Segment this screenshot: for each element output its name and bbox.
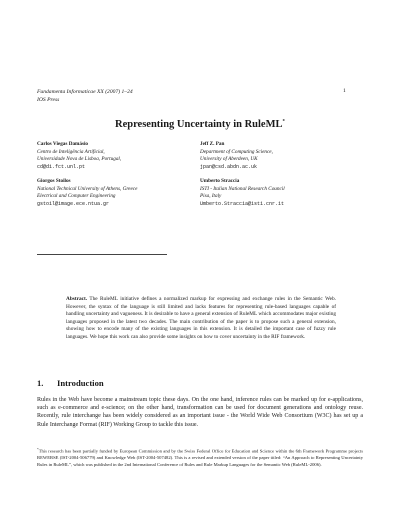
author-block (200, 178, 285, 208)
author-affiliation-line: Universidade Nova de Lisboa, Portugal, (37, 156, 122, 163)
author-name: Giorgos Stoilos (37, 178, 71, 184)
paper-title (0, 119, 400, 130)
footnote-text: This research has been partially funded by European Commission and by the Swiss Federal Office for Education and Science within the 6th Framework Programme projects REWERSE (IST-2004-506779) and Knowledge Web (IST-2004-507482). This is a revised and extended version of the paper titled: “An Approach to Representing Uncertainty Rules in RuleML”, which was published in the 2nd International Conference of Rules and Rule Markup Languages for the Semantic Web (RuleML-2006). (37, 448, 363, 467)
separator-rule (37, 254, 167, 255)
author-name: Umberto Straccia (200, 178, 240, 184)
section-heading (37, 378, 104, 388)
author-affiliation-line: University of Aberdeen, UK (200, 156, 258, 163)
author-affiliation-line: Pisa, Italy (200, 193, 222, 200)
author-email: jpan@csd.abdn.ac.uk (200, 163, 258, 170)
paper-title-text: Representing Uncertainty in RuleML (114, 119, 283, 130)
publisher: IOS Press (37, 97, 60, 103)
author-name: Jeff Z. Pan (200, 141, 225, 147)
author-block (37, 178, 137, 208)
section-number: 1. (37, 378, 44, 388)
author-name: Carlos Viegas Damásio (37, 141, 89, 147)
author-email: cd@di.fct.unl.pt (37, 163, 86, 170)
running-header (37, 88, 133, 104)
author-block (200, 141, 273, 171)
author-affiliation-line: National Technical University of Athens, Greece (37, 185, 138, 192)
author-block (37, 141, 121, 171)
author-affiliation-line: Electrical and Computer Engineering (37, 193, 116, 200)
author-affiliation-line: ISTI - Italian National Research Council (200, 185, 285, 192)
abstract (66, 296, 336, 342)
section-title: Introduction (57, 378, 104, 388)
author-affiliation-line: Department of Computing Science, (200, 148, 273, 155)
author-email: Umberto.Straccia@isti.cnr.it (200, 200, 285, 207)
journal-line: Fundamenta Informaticae XX (2007) 1–24 (37, 89, 133, 95)
page-number: 1 (343, 88, 346, 94)
abstract-text: The RuleML initiative defines a normalized markup for expressing and exchange rules in the Semantic Web. However, the syntax of the language is still limited and lacks features for representing rule-based languages capable of handling uncertainty and vagueness. It is desirable to have a general extension of RuleML which accommodates major existing languages proposed in the latest two decades. The main contribution of the paper is to propose such a general extension, showing how to encode many of the existing languages in this extension. It is detailed the important case of fuzzy rule languages. We hope this work can also provide some insights on how to cover uncertainty in the RIF framework. (66, 296, 336, 340)
title-footnote-mark: * (282, 119, 285, 125)
author-email: gstoil@image.ece.ntua.gr (37, 200, 110, 207)
footnote (37, 446, 363, 468)
footnote-mark: * (37, 447, 39, 451)
author-affiliation-line: Centro de Inteligência Artificial, (37, 148, 105, 155)
abstract-label: Abstract. (66, 296, 88, 302)
intro-paragraph: Rules in the Web have become a mainstream topic these days. On the one hand, inference rules can be marked up for e-applications, such as e-commerce and e-science; on the other hand, transformation can be used for document generations and ontology reuse. Recently, rule interchange has been widely considered as an important issue - the World Wide Web Consortium (W3C) has set up a Rule Interchange Format (RIF) Working Group to tackle this issue. (37, 397, 363, 428)
